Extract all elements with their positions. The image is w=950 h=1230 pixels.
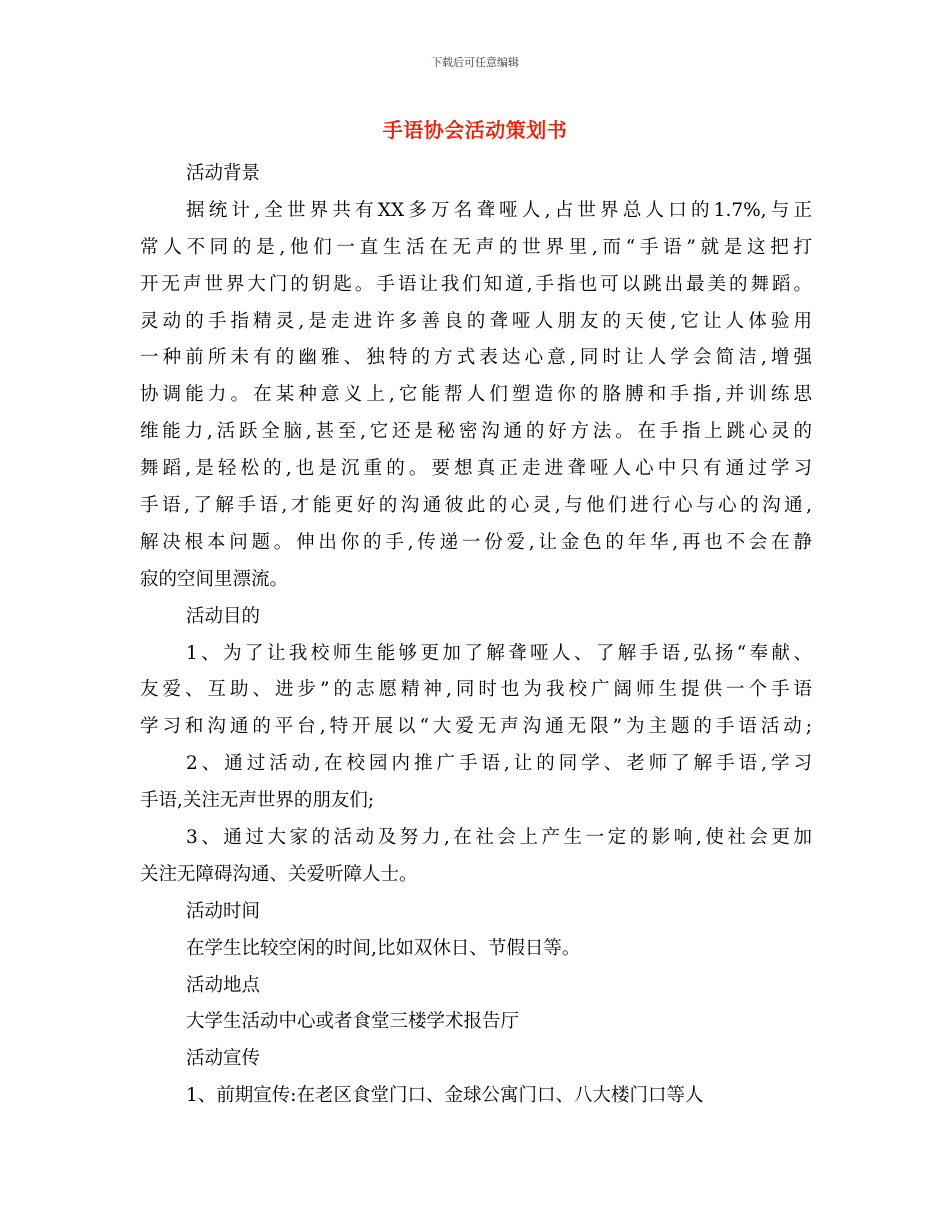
document-title: 手语协会活动策划书	[382, 118, 568, 142]
paragraph-line: 寂的空间里漂流。	[140, 568, 289, 590]
paragraph-line: 大学生活动中心或者食堂三楼学术报告厅	[186, 1011, 520, 1033]
paragraph-line: 学习和沟通的平台,特开展以“大爱无声沟通无限”为主题的手语活动;	[140, 716, 812, 738]
section-heading-purpose: 活动目的	[186, 605, 261, 627]
paragraph-line: 手语,了解手语,才能更好的沟通彼此的心灵,与他们进行心与心的沟通,	[140, 495, 812, 517]
paragraph-line: 开无声世界大门的钥匙。手语让我们知道,手指也可以跳出最美的舞蹈。	[140, 273, 812, 295]
header-note: 下载后可任意编辑	[431, 56, 519, 69]
paragraph-line: 维能力,活跃全脑,甚至,它还是秘密沟通的好方法。在手指上跳心灵的	[140, 421, 812, 443]
paragraph-line: 舞蹈,是轻松的,也是沉重的。要想真正走进聋哑人心中只有通过学习	[140, 458, 812, 480]
paragraph-line: 常人不同的是,他们一直生活在无声的世界里,而“手语”就是这把打	[140, 236, 812, 258]
paragraph-line: 手语,关注无声世界的朋友们;	[140, 790, 375, 812]
paragraph-line: 一种前所未有的幽雅、独特的方式表达心意,同时让人学会简洁,增强	[140, 347, 812, 369]
paragraph-line: 灵动的手指精灵,是走进许多善良的聋哑人朋友的天使,它让人体验用	[140, 310, 812, 332]
paragraph-line: 在学生比较空闲的时间,比如双休日、节假日等。	[186, 937, 581, 959]
section-heading-publicity: 活动宣传	[186, 1048, 261, 1070]
paragraph-line: 2、通过活动,在校园内推广手语,让的同学、老师了解手语,学习	[186, 753, 812, 775]
section-heading-background: 活动背景	[186, 163, 261, 184]
section-heading-time: 活动时间	[186, 900, 261, 922]
paragraph-line: 3、通过大家的活动及努力,在社会上产生一定的影响,使社会更加	[186, 827, 812, 849]
paragraph-line: 友爱、互助、进步”的志愿精神,同时也为我校广阔师生提供一个手语	[140, 679, 812, 701]
paragraph-line: 1、为了让我校师生能够更加了解聋哑人、了解手语,弘扬“奉献、	[186, 642, 812, 664]
paragraph-line: 据统计,全世界共有XX多万名聋哑人,占世界总人口的1.7%,与正	[186, 199, 812, 221]
paragraph-line: 1、前期宣传:在老区食堂门口、金球公寓门口、八大楼门口等人	[186, 1085, 704, 1107]
paragraph-line: 解决根本问题。伸出你的手,传递一份爱,让金色的年华,再也不会在静	[140, 531, 812, 553]
section-heading-location: 活动地点	[186, 974, 261, 996]
paragraph-line: 协调能力。在某种意义上,它能帮人们塑造你的胳膊和手指,并训练思	[140, 384, 812, 406]
document-body	[140, 156, 812, 1115]
paragraph-line: 关注无障碍沟通、关爱听障人士。	[140, 863, 418, 885]
